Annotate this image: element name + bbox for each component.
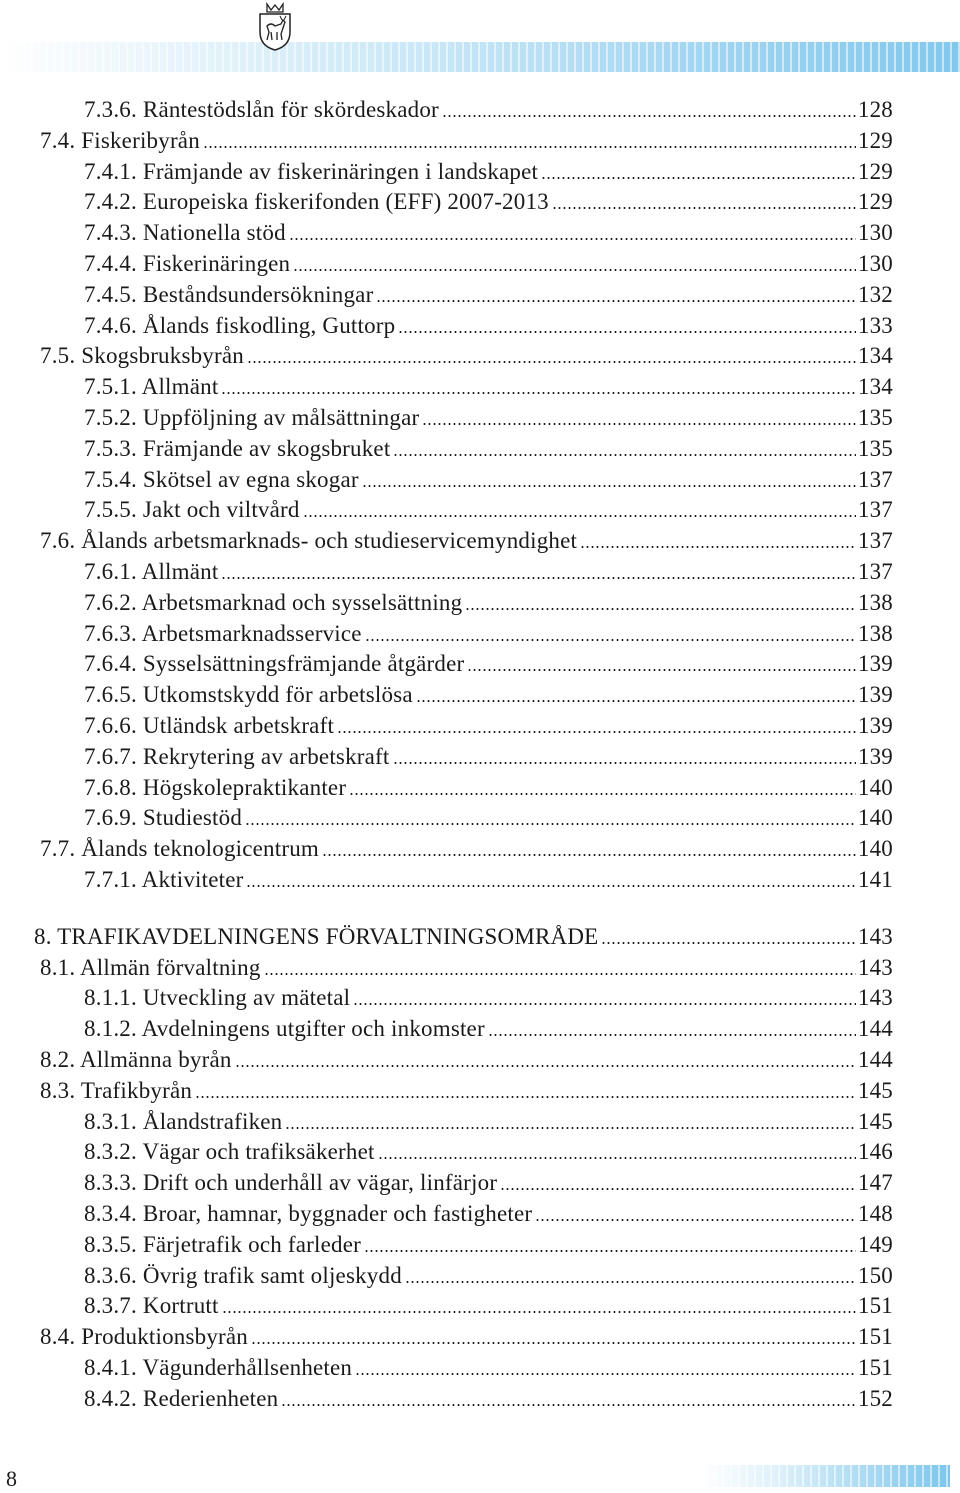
toc-entry-page: 139: [857, 713, 893, 738]
dot-leader: [442, 96, 856, 124]
dot-leader: [364, 1231, 856, 1259]
toc-entry[interactable]: [84, 1385, 893, 1413]
dot-leader: [222, 1292, 856, 1320]
toc-entry-page: 135: [857, 436, 893, 461]
toc-entry[interactable]: [84, 373, 893, 401]
toc-entry-title: 8.3.7. Kortrutt: [84, 1293, 219, 1318]
toc-entry-title: 7.6.7. Rekrytering av arbetskraft: [84, 744, 390, 769]
toc-entry-title: 7.6.4. Sysselsättningsfrämjande åtgärder: [84, 651, 465, 676]
toc-entry-page: 146: [857, 1139, 893, 1164]
toc-entry-page: 151: [857, 1324, 893, 1349]
dot-leader: [251, 1323, 856, 1351]
toc-entry-page: 151: [857, 1355, 893, 1380]
toc-entry[interactable]: [40, 342, 893, 370]
toc-entry-page: 148: [857, 1201, 893, 1226]
toc-entry[interactable]: [84, 712, 893, 740]
toc-entry-title: 8.3.2. Vägar och trafiksäkerhet: [84, 1139, 375, 1164]
toc-entry-title: 7.6. Ålands arbetsmarknads- och studieservicemyndighet: [40, 528, 578, 553]
toc-entry[interactable]: [40, 835, 893, 863]
toc-entry-page: 129: [857, 159, 893, 184]
toc-entry-title: 7.6.2. Arbetsmarknad och sysselsättning: [84, 590, 463, 615]
dot-leader: [353, 984, 856, 1012]
toc-entry-page: 144: [857, 1047, 893, 1072]
toc-entry-title: 7.4.5. Beståndsundersökningar: [84, 282, 374, 307]
dot-leader: [467, 650, 856, 678]
toc-entry-page: 129: [857, 128, 893, 153]
toc-entry[interactable]: [84, 650, 893, 678]
toc-entry-title: 8.4. Produktionsbyrån: [40, 1324, 248, 1349]
toc-entry[interactable]: [40, 954, 893, 982]
toc-entry-page: 135: [857, 405, 893, 430]
dot-leader: [285, 1108, 856, 1136]
toc-entry[interactable]: [84, 281, 893, 309]
toc-entry-title: 7.5. Skogsbruksbyrån: [40, 343, 244, 368]
toc-entry-page: 145: [857, 1078, 893, 1103]
dot-leader: [281, 1385, 856, 1413]
toc-entry-page: 152: [857, 1386, 893, 1411]
toc-entry[interactable]: [84, 312, 893, 340]
toc-entry[interactable]: [84, 866, 893, 894]
toc-entry-page: 140: [857, 775, 893, 800]
dot-leader: [289, 219, 856, 247]
toc-entry[interactable]: [84, 681, 893, 709]
toc-entry-title: 8.3. Trafikbyrån: [40, 1078, 193, 1103]
toc-entry[interactable]: [40, 127, 893, 155]
toc-entry[interactable]: [84, 1231, 893, 1259]
dot-leader: [378, 1138, 856, 1166]
dot-leader: [293, 250, 856, 278]
toc-entry-page: 138: [857, 621, 893, 646]
toc-entry-title: 7.5.3. Främjande av skogsbruket: [84, 436, 391, 461]
toc-entry-title: 7.6.6. Utländsk arbetskraft: [84, 713, 335, 738]
dot-leader: [247, 342, 856, 370]
toc-entry-page: 138: [857, 590, 893, 615]
toc-entry-page: 130: [857, 251, 893, 276]
toc-entry-page: 144: [857, 1016, 893, 1041]
toc-entry[interactable]: [84, 1262, 893, 1290]
toc-entry-title: 8.3.1. Ålandstrafiken: [84, 1109, 283, 1134]
toc-entry[interactable]: [84, 1138, 893, 1166]
toc-entry-title: 7.5.4. Skötsel av egna skogar: [84, 467, 359, 492]
toc-entry-title: 8.1.2. Avdelningens utgifter och inkomster: [84, 1016, 485, 1041]
page-number: 8: [6, 1466, 17, 1491]
toc-entry-page: 140: [857, 836, 893, 861]
toc-entry-title: 7.6.9. Studiestöd: [84, 805, 243, 830]
toc-entry-title: 8. TRAFIKAVDELNINGENS FÖRVALTNINGSOMRÅDE: [34, 924, 599, 949]
toc-entry-page: 145: [857, 1109, 893, 1134]
toc-entry-page: 132: [857, 282, 893, 307]
toc-entry[interactable]: [84, 984, 893, 1012]
toc-entry-title: 8.3.5. Färjetrafik och farleder: [84, 1232, 361, 1257]
dot-leader: [465, 589, 856, 617]
toc-entry-page: 133: [857, 313, 893, 338]
toc-entry-page: 134: [857, 343, 893, 368]
toc-entry-title: 7.7. Ålands teknologicentrum: [40, 836, 319, 861]
toc-entry-page: 128: [857, 97, 893, 122]
toc-entry[interactable]: [40, 527, 893, 555]
dot-leader: [195, 1077, 856, 1105]
toc-entry-page: 143: [857, 924, 893, 949]
footer-color-band: [700, 1465, 950, 1487]
toc-entry-title: 7.6.3. Arbetsmarknadsservice: [84, 621, 362, 646]
dot-leader: [245, 804, 856, 832]
dot-leader: [535, 1200, 856, 1228]
toc-entry[interactable]: [84, 96, 893, 124]
toc-entry-title: 7.4. Fiskeribyrån: [40, 128, 200, 153]
dot-leader: [601, 923, 855, 951]
toc-entry[interactable]: [84, 496, 893, 524]
dot-leader: [500, 1169, 856, 1197]
dot-leader: [393, 435, 855, 463]
toc-entry-page: 143: [857, 985, 893, 1010]
toc-entry-page: 147: [857, 1170, 893, 1195]
toc-entry[interactable]: [84, 404, 893, 432]
toc-entry[interactable]: [84, 1200, 893, 1228]
toc-entry[interactable]: [84, 558, 893, 586]
toc-entry-title: 8.3.3. Drift och underhåll av vägar, linfärjor: [84, 1170, 498, 1195]
toc-entry-page: 139: [857, 682, 893, 707]
toc-entry[interactable]: [84, 774, 893, 802]
header-color-band: [0, 42, 960, 72]
dot-leader: [365, 620, 856, 648]
toc-entry[interactable]: [40, 1046, 893, 1074]
toc-entry-title: 8.3.4. Broar, hamnar, byggnader och fastigheter: [84, 1201, 533, 1226]
toc-entry-page: 141: [857, 867, 893, 892]
dot-leader: [221, 558, 855, 586]
toc-entry-page: 134: [857, 374, 893, 399]
dot-leader: [362, 466, 856, 494]
dot-leader: [337, 712, 856, 740]
toc-entry-title: 7.6.5. Utkomstskydd för arbetslösa: [84, 682, 413, 707]
dot-leader: [376, 281, 855, 309]
toc-entry-page: 150: [857, 1263, 893, 1288]
toc-entry-title: 7.6.1. Allmänt: [84, 559, 219, 584]
toc-entry-page: 149: [857, 1232, 893, 1257]
toc-entry[interactable]: [84, 620, 893, 648]
toc-entry[interactable]: [84, 1354, 893, 1382]
toc-entry-title: 8.1. Allmän förvaltning: [40, 955, 261, 980]
toc-entry-title: 7.5.5. Jakt och viltvård: [84, 497, 300, 522]
toc-entry-page: 139: [857, 744, 893, 769]
toc-entry-title: 7.4.4. Fiskerinäringen: [84, 251, 291, 276]
toc-entry[interactable]: [84, 1108, 893, 1136]
toc-entry-title: 7.4.1. Främjande av fiskerinäringen i landskapet: [84, 159, 539, 184]
toc-entry-title: 7.5.1. Allmänt: [84, 374, 219, 399]
dot-leader: [235, 1046, 856, 1074]
toc-entry[interactable]: [84, 466, 893, 494]
dot-leader: [264, 954, 856, 982]
dot-leader: [552, 188, 856, 216]
toc-entry[interactable]: [84, 158, 893, 186]
toc-entry-page: 137: [857, 467, 893, 492]
toc-entry[interactable]: [84, 589, 893, 617]
dot-leader: [355, 1354, 856, 1382]
dot-leader: [221, 373, 855, 401]
toc-entry[interactable]: [84, 188, 893, 216]
aland-crest-icon: [255, 2, 295, 52]
toc-entry[interactable]: [84, 219, 893, 247]
toc-entry-title: 8.3.6. Övrig trafik samt oljeskydd: [84, 1263, 402, 1288]
dot-leader: [422, 404, 856, 432]
dot-leader: [398, 312, 856, 340]
toc-entry-title: 7.7.1. Aktiviteter: [84, 867, 244, 892]
toc-entry-title: 7.4.3. Nationella stöd: [84, 220, 286, 245]
dot-leader: [580, 527, 856, 555]
dot-leader: [393, 743, 856, 771]
dot-leader: [303, 496, 856, 524]
toc-entry-page: 130: [857, 220, 893, 245]
toc-entry-page: 143: [857, 955, 893, 980]
toc-entry-page: 137: [857, 497, 893, 522]
toc-entry-page: 129: [857, 189, 893, 214]
dot-leader: [488, 1015, 856, 1043]
dot-leader: [405, 1262, 856, 1290]
toc-entry[interactable]: [84, 1169, 893, 1197]
toc-entry[interactable]: [84, 1015, 893, 1043]
toc-entry[interactable]: [84, 804, 893, 832]
toc-entry-title: 8.4.2. Rederienheten: [84, 1386, 279, 1411]
dot-leader: [416, 681, 856, 709]
dot-leader: [541, 158, 856, 186]
toc-entry[interactable]: [40, 1323, 893, 1351]
toc-entry-title: 8.4.1. Vägunderhållsenheten: [84, 1355, 353, 1380]
dot-leader: [203, 127, 856, 155]
toc-entry[interactable]: [34, 923, 893, 951]
dot-leader: [246, 866, 855, 894]
toc-entry[interactable]: [84, 250, 893, 278]
toc-entry[interactable]: [84, 743, 893, 771]
toc-entry-page: 137: [857, 528, 893, 553]
toc-entry-page: 140: [857, 805, 893, 830]
toc-entry-title: 7.5.2. Uppföljning av målsättningar: [84, 405, 420, 430]
dot-leader: [349, 774, 856, 802]
toc-entry-title: 7.3.6. Räntestödslån för skördeskador: [84, 97, 439, 122]
toc-entry[interactable]: [84, 435, 893, 463]
toc-entry-page: 139: [857, 651, 893, 676]
dot-leader: [322, 835, 856, 863]
toc-entry-title: 7.6.8. Högskolepraktikanter: [84, 775, 347, 800]
toc-entry-title: 8.2. Allmänna byrån: [40, 1047, 232, 1072]
toc-entry-page: 151: [857, 1293, 893, 1318]
toc-entry[interactable]: [40, 1077, 893, 1105]
toc-entry-title: 7.4.6. Ålands fiskodling, Guttorp: [84, 313, 396, 338]
toc-entry-title: 7.4.2. Europeiska fiskerifonden (EFF) 2007-2013: [84, 189, 549, 214]
toc-entry-title: 8.1.1. Utveckling av mätetal: [84, 985, 351, 1010]
toc-entry-page: 137: [857, 559, 893, 584]
toc-entry[interactable]: [84, 1292, 893, 1320]
